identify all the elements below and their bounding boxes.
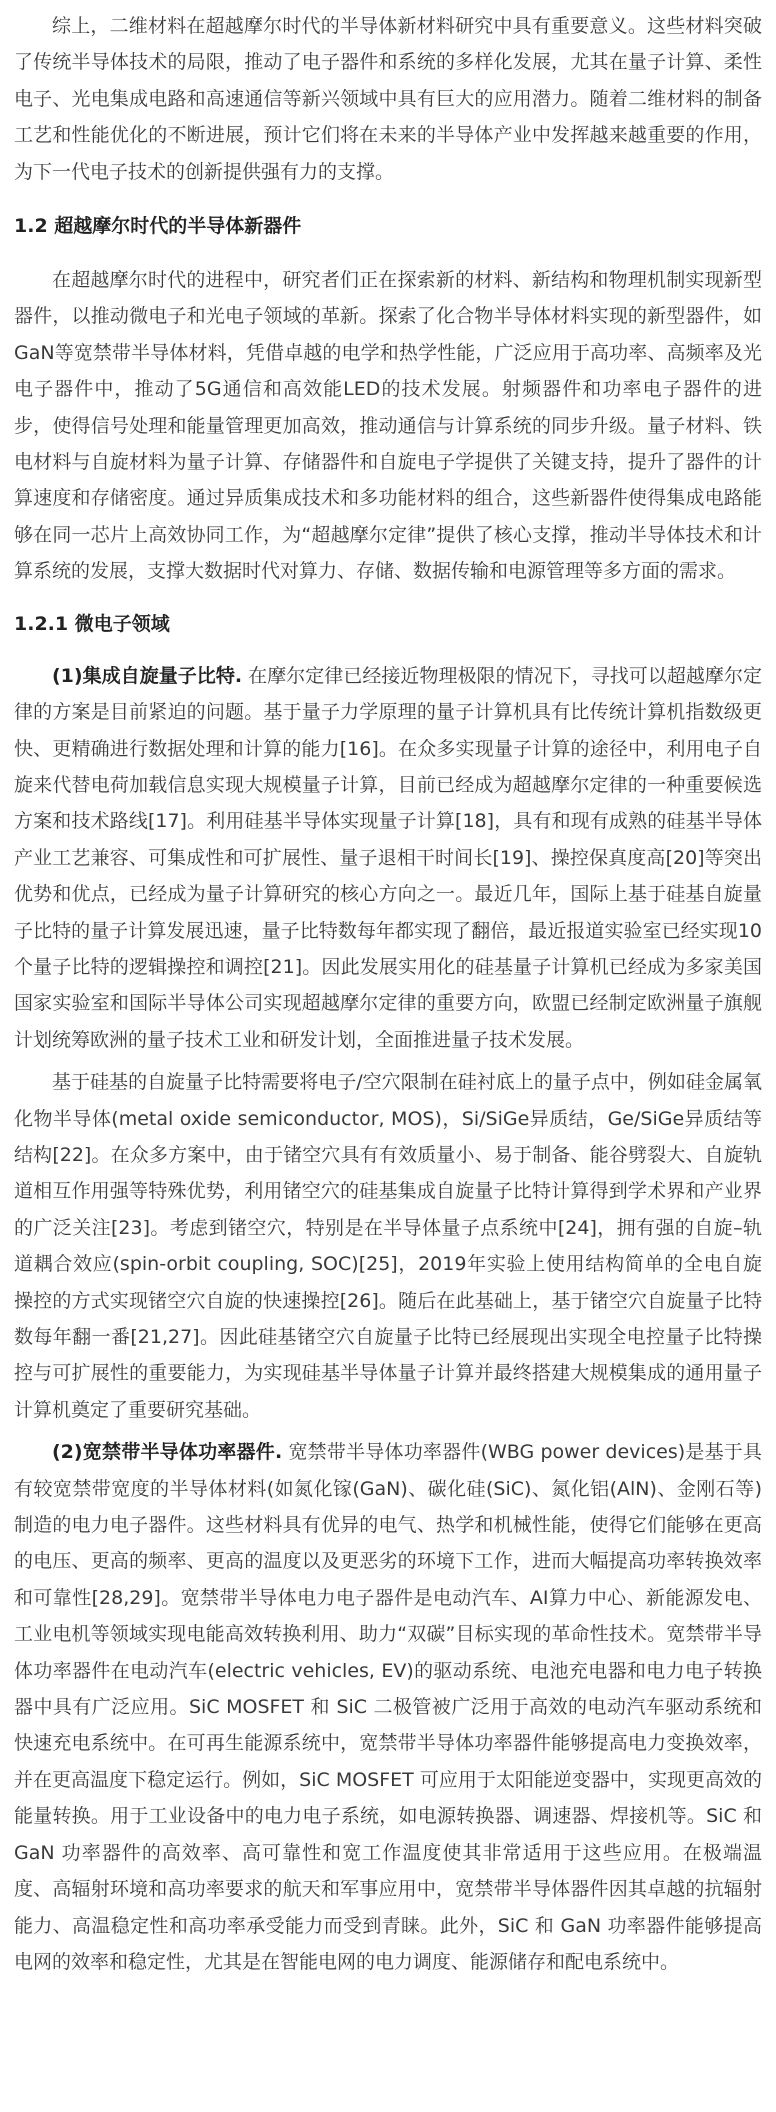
section-heading-1-2: 1.2 超越摩尔时代的半导体新器件	[14, 215, 302, 238]
spin-qubit-paragraph	[14, 658, 762, 1058]
spin-qubit-text: 在摩尔定律已经接近物理极限的情况下，寻找可以超越摩尔定律的方案是目前紧迫的问题。基于量子力学原理的量子计算机具有比传统计算机指数级更快、更精确进行数据处理和计算的能力[16]。在众多实现量子计算的途径中，利用电子自旋来代替电荷加载信息实现大规模量子计算，目前已经成为超越摩尔定律的一种重要候选方案和技术路线[17]。利用硅基半导体实现量子计算[18]，具有和现有成熟的硅基半导体产业工艺兼容、可集成性和可扩展性、量子退相干时间长[19]、操控保真度高[20]等突出优势和优点，已经成为量子计算研究的核心方向之一。最近几年，国际上基于硅基自旋量子比特的量子计算发展迅速，量子比特数每年都实现了翻倍，最近报道实验室已经实现10个量子比特的逻辑操控和调控[21]。因此发展实用化的硅基量子计算机已经成为多家美国国家实验室和国际半导体公司实现超越摩尔定律的重要方向，欧盟已经制定欧洲量子旗舰计划统筹欧洲的量子技术工业和研发计划，全面推进量子技术发展。	[14, 664, 762, 1051]
wbg-power-paragraph	[14, 1434, 762, 1980]
intro-paragraph: 在超越摩尔时代的进程中，研究者们正在探索新的材料、新结构和物理机制实现新型器件，以推动微电子和光电子领域的革新。探索了化合物半导体材料实现的新型器件，如GaN等宽禁带半导体材料，凭借卓越的电学和热学性能，广泛应用于高功率、高频率及光电子器件中，推动了5G通信和高效能LED的技术发展。射频器件和功率电子器件的进步，使得信号处理和能量管理更加高效，推动通信与计算系统的同步升级。量子材料、铁电材料与自旋材料为量子计算、存储器件和自旋电子学提供了关键支持，提升了器件的计算速度和存储密度。通过异质集成技术和多功能材料的组合，这些新器件使得集成电路能够在同一芯片上高效协同工作，为“超越摩尔定律”提供了核心支撑，推动半导体技术和计算系统的发展，支撑大数据时代对算力、存储、数据传输和电源管理等多方面的需求。	[14, 269, 762, 583]
summary-paragraph: 综上，二维材料在超越摩尔时代的半导体新材料研究中具有重要意义。这些材料突破了传统半导体技术的局限，推动了电子器件和系统的多样化发展，尤其在量子计算、柔性电子、光电集成电路和高速通信等新兴领域中具有巨大的应用潜力。随着二维材料的制备工艺和性能优化的不断进展，预计它们将在未来的半导体产业中发挥越来越重要的作用，为下一代电子技术的创新提供强有力的支撑。	[14, 15, 762, 183]
subsection-heading-1-2-1: 1.2.1 微电子领域	[14, 612, 170, 635]
wbg-power-text: 宽禁带半导体功率器件(WBG power devices)是基于具有较宽禁带宽度的半导体材料(如氮化镓(GaN)、碳化硅(SiC)、氮化铝(AlN)、金刚石等)制造的电力电子器件。这些材料具有优异的电气、热学和机械性能，使得它们能够在更高的电压、更高的频率、更高的温度以及更恶劣的环境下工作，进而大幅提高功率转换效率和可靠性[28,29]。宽禁带半导体电力电子器件是电动汽车、AI算力中心、新能源发电、工业电机等领域实现电能高效转换利用、助力“双碳”目标实现的革命性技术。宽禁带半导体功率器件在电动汽车(electric vehicles, EV)的驱动系统、电池充电器和电力电子转换器中具有广泛应用。SiC MOSFET 和 SiC 二极管被广泛用于高效的电动汽车驱动系统和快速充电系统中。在可再生能源系统中，宽禁带半导体功率器件能够提高电力变换效率，并在更高温度下稳定运行。例如，SiC MOSFET 可应用于太阳能逆变器中，实现更高效的能量转换。用于工业设备中的电力电子系统，如电源转换器、调速器、焊接机等。SiC 和 GaN 功率器件的高效率、高可靠性和宽工作温度使其非常适用于这些应用。在极端温度、高辐射环境和高功率要求的航天和军事应用中，宽禁带半导体器件因其卓越的抗辐射能力、高温稳定性和高功率承受能力而受到青睐。此外，SiC 和 GaN 功率器件能够提高电网的效率和稳定性，尤其是在智能电网的电力调度、能源储存和配电系统中。	[14, 1441, 763, 1973]
germanium-hole-paragraph: 基于硅基的自旋量子比特需要将电子/空穴限制在硅衬底上的量子点中，例如硅金属氧化物半导体(metal oxide semiconductor, MOS)，Si/SiGe异质结，Ge/SiGe异质结等结构[22]。在众多方案中，由于锗空穴具有有效质量小、易于制备、能谷劈裂大、自旋轨道相互作用强等特殊优势，利用锗空穴的硅基集成自旋量子比特计算得到学术界和产业界的广泛关注[23]。考虑到锗空穴，特别是在半导体量子点系统中[24]，拥有强的自旋–轨道耦合效应(spin-orbit coupling, SOC)[25]，2019年实验上使用结构简单的全电自旋操控的方式实现锗空穴自旋的快速操控[26]。随后在此基础上，基于锗空穴自旋量子比特数每年翻一番[21,27]。因此硅基锗空穴自旋量子比特已经展现出实现全电控量子比特操控与可扩展性的重要能力，为实现硅基半导体量子计算并最终搭建大规模集成的通用量子计算机奠定了重要研究基础。	[14, 1071, 762, 1421]
spin-qubit-lead: (1)集成自旋量子比特.	[52, 664, 243, 687]
wbg-power-lead: (2)宽禁带半导体功率器件.	[52, 1441, 283, 1464]
